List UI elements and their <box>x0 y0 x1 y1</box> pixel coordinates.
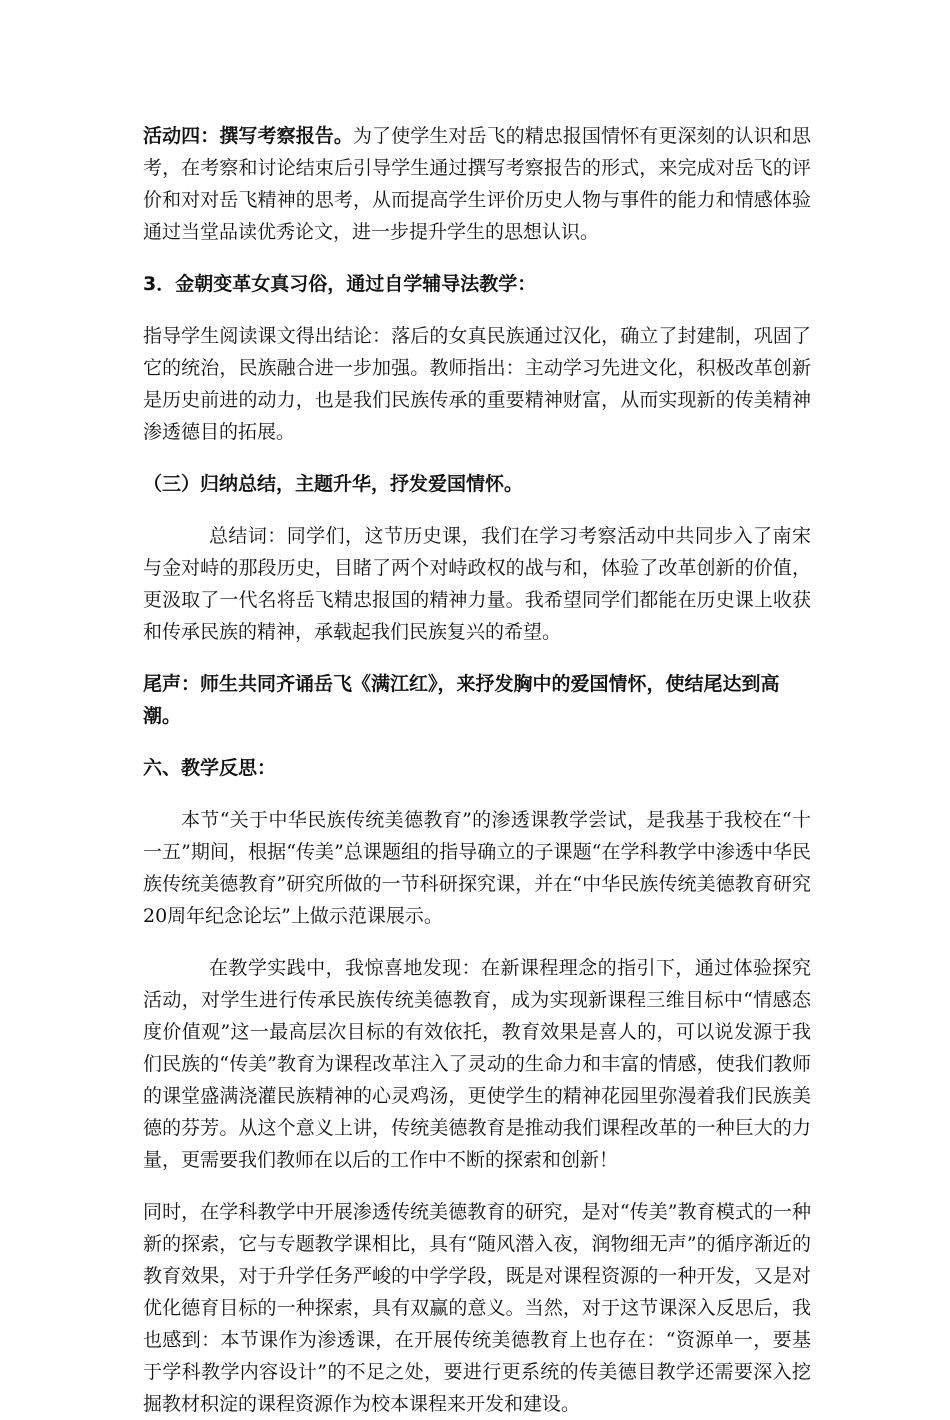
spacer <box>143 732 811 752</box>
activity-four-paragraph <box>143 120 811 248</box>
document-body <box>143 120 811 1420</box>
spacer <box>143 500 811 520</box>
reflection-paragraph-1: 本节“关于中华民族传统美德教育”的渗透课教学尝试，是我基于我校在“十一五”期间，根据“传美”总课题组的指导确立的子课题“在学科教学中渗透中华民族传统美德教育”研究所做的一节科研探究课，并在“中华民族传统美德教育研究20周年纪念论坛”上做示范课展示。 <box>143 809 811 927</box>
spacer <box>143 1176 811 1196</box>
spacer <box>143 784 811 804</box>
reflection-paragraph-2: 在教学实践中，我惊喜地发现：在新课程理念的指引下，通过体验探究活动，对学生进行传承民族传统美德教育，成为实现新课程三维目标中“情感态度价值观”这一最高层次目标的有效依托，教育效果是喜人的，可以说发源于我们民族的“传美”教育为课程改革注入了灵动的生命力和丰富的情感，使我们教师的课堂盛满浇灌民族精神的心灵鸡汤，更使学生的精神花园里弥漫着我们民族美德的芬芳。从这个意义上讲，传统美德教育是推动我们课程改革的一种巨大的力量，更需要我们教师在以后的工作中不断的探索和创新！ <box>143 957 811 1171</box>
spacer <box>143 648 811 668</box>
spacer <box>143 300 811 320</box>
reflection-paragraph-3: 同时，在学科教学中开展渗透传统美德教育的研究，是对“传美”教育模式的一种新的探索，它与专题教学课相比，具有“随风潜入夜，润物细无声”的循序渐近的教育效果，对于升学任务严峻的中学学段，既是对课程资源的一种开发，又是对优化德育目标的一种探索，具有双赢的意义。当然，对于这节课深入反思后，我也感到：本节课作为渗透课，在开展传统美德教育上也存在：“资源单一，要基于学科教学内容设计”的不足之处，要进行更系统的传美德目教学还需要深入挖掘教材积淀的课程资源作为校本课程来开发和建设。 <box>143 1201 811 1415</box>
summary-body: 总结词：同学们，这节历史课，我们在学习考察活动中共同步入了南宋与金对峙的那段历史，目睹了两个对峙政权的战与和，体验了改革创新的价值，更汲取了一代名将岳飞精忠报国的精神力量。我希望同学们都能在历史课上收获和传承民族的精神，承载起我们民族复兴的希望。 <box>143 525 811 643</box>
activity-four-body: 为了使学生对岳飞的精忠报国情怀有更深刻的认识和思考，在考察和讨论结束后引导学生通过撰写考察报告的形式，来完成对岳飞的评价和对对岳飞精神的思考，从而提高学生评价历史人物与事件的能力和情感体验通过当堂品读优秀论文，进一步提升学生的思想认识。 <box>143 125 811 243</box>
activity-four-lead: 活动四：撰写考察报告。 <box>143 125 353 147</box>
ending-paragraph: 尾声：师生共同齐诵岳飞《满江红》，来抒发胸中的爱国情怀，使结尾达到高潮。 <box>143 673 780 727</box>
spacer <box>143 448 811 468</box>
spacer <box>143 248 811 268</box>
section-3-body: 指导学生阅读课文得出结论：落后的女真民族通过汉化，确立了封建制，巩固了它的统治，民族融合进一步加强。教师指出：主动学习先进文化，积极改革创新是历史前进的动力，也是我们民族传承的重要精神财富，从而实现新的传美精神渗透德目的拓展。 <box>143 325 811 443</box>
reflection-heading: 六、教学反思： <box>143 757 277 779</box>
spacer <box>143 932 811 952</box>
summary-heading: （三）归纳总结，主题升华，抒发爱国情怀。 <box>143 473 524 495</box>
section-3-heading: 3．金朝变革女真习俗，通过自学辅导法教学： <box>143 273 537 295</box>
